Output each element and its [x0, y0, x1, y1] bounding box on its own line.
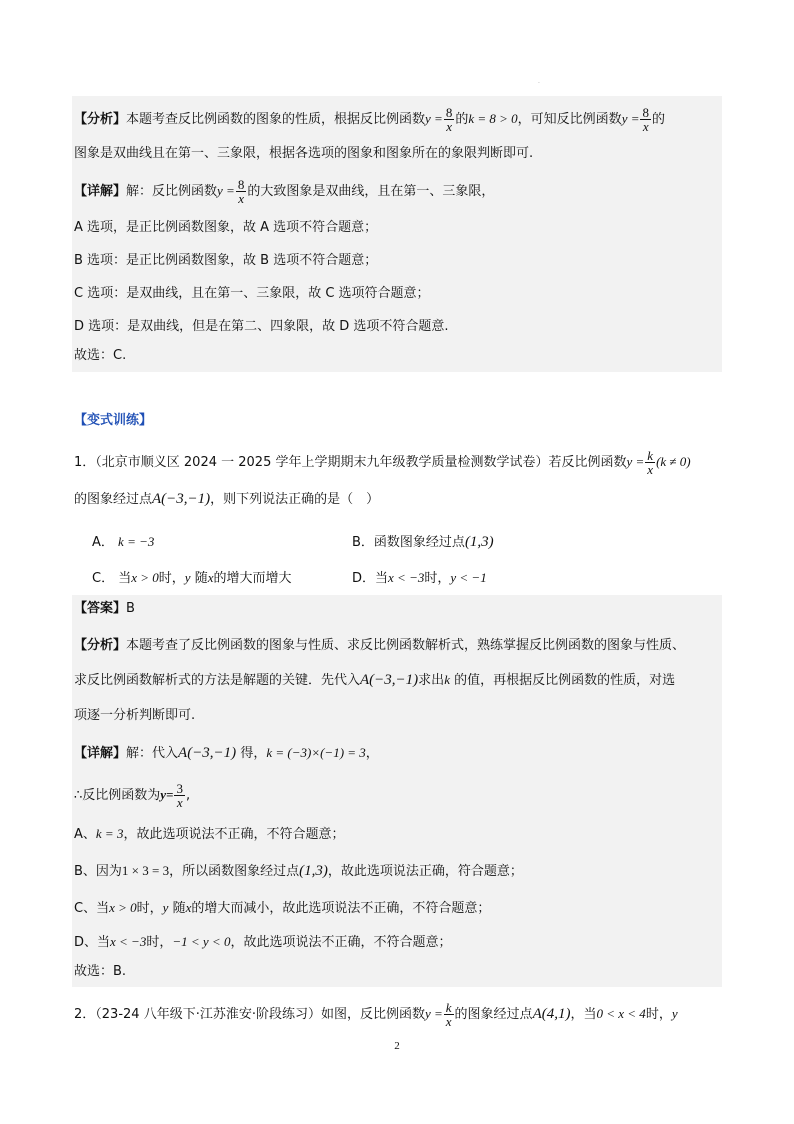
option-line-c: C 选项：是双曲线，且在第一、三象限，故 C 选项符合题意； — [74, 286, 430, 301]
fraction-3-over-x: $\frac{3}{x}$ — [176, 781, 183, 810]
analysis-2-line-2: 求反比例函数解析式的方法是解题的关键．先代入A(−3,−1)求出k 的值，再根据反比例函数的性质，对选 — [74, 672, 676, 688]
option-d: D．当x < −3时，y < −1 — [352, 570, 487, 586]
choice-line-1: 故选：C. — [74, 348, 127, 363]
analysis-2-line-3: 项逐一分析判断即可. — [74, 708, 196, 723]
detail-2-item-c: C、当x > 0时，y 随x的增大而减小，故此选项说法不正确，不符合题意； — [74, 900, 491, 916]
answer-line: 【答案】B — [74, 601, 135, 616]
speck: . — [538, 78, 540, 85]
question-1-line-1: 1．（北京市顺义区 2024 一 2025 学年上学期期末九年级教学质量检测数学试卷）若反比例函数y = $\frac{k}{x}$ (k ≠ 0) — [74, 448, 691, 477]
analysis-tag: 【分析】 — [74, 112, 127, 127]
option-c: C． 当x > 0时，y 随x的增大而增大 — [92, 570, 292, 586]
detail-1-line: 【详解】解：反比例函数y = $\frac{8}{x}$ 的大致图象是双曲线，且在第一、三象限， — [74, 177, 495, 206]
fraction-8-over-x: $\frac{8}{x}$ — [237, 177, 245, 206]
detail-2-line-1: 【详解】解：代入A(−3,−1) 得，k = (−3)×(−1) = 3， — [74, 745, 379, 761]
detail-2-item-b: B、因为1 × 3 = 3，所以函数图象经过点(1,3)，故此选项说法正确，符合题意； — [74, 863, 523, 879]
detail-2-line-2: ∴反比例函数为y= $\frac{3}{x}$ , — [74, 781, 191, 810]
fraction-8-over-x: $\frac{8}{x}$ — [642, 105, 649, 134]
detail-2-item-d: D、当x < −3时，−1 < y < 0，故此选项说法不正确，不符合题意； — [74, 934, 452, 950]
option-line-d: D 选项：是双曲线，但是在第二、四象限，故 D 选项不符合题意. — [74, 319, 449, 334]
option-b: B．函数图象经过点(1,3) — [352, 534, 494, 550]
question-1-line-2: 的图象经过点A(−3,−1)，则下列说法正确的是（ ） — [74, 491, 380, 507]
option-line-a: A 选项，是正比例函数图象，故 A 选项不符合题意； — [74, 220, 378, 235]
section-title: 【变式训练】 — [74, 413, 153, 428]
fraction-k-over-x: $\frac{k}{x}$ — [445, 1000, 452, 1029]
fraction-8-over-x: $\frac{8}{x}$ — [445, 105, 453, 134]
option-a: A． k = −3 — [92, 534, 155, 550]
analysis-1-line-2: 图象是双曲线且在第一、三象限，根据各选项的图象和图象所在的象限判断即可. — [74, 146, 534, 161]
detail-2-item-a: A、k = 3，故此选项说法不正确，不符合题意； — [74, 826, 345, 842]
page-number: 2 — [394, 1040, 400, 1052]
analysis-1-line-1: 【分析】本题考查反比例函数的图象的性质，根据反比例函数y = $\frac{8}{x}$ 的k = 8 > 0，可知反比例函数y = $\frac{8}{x}$ 的 — [74, 105, 665, 134]
choice-line-2: 故选：B. — [74, 964, 127, 979]
analysis-2-line-1: 【分析】本题考查了反比例函数的图象与性质、求反比例函数解析式，熟练掌握反比例函数的图象与性质、 — [74, 638, 686, 653]
fraction-k-over-x: $\frac{k}{x}$ — [647, 448, 654, 477]
option-line-b: B 选项：是正比例函数图象，故 B 选项不符合题意； — [74, 253, 378, 268]
question-2-line-1: 2．（23-24 八年级下·江苏淮安·阶段练习）如图，反比例函数y = $\frac{k}{x}$ 的图象经过点A(4,1)，当0 < x < 4时，y — [74, 1000, 678, 1029]
